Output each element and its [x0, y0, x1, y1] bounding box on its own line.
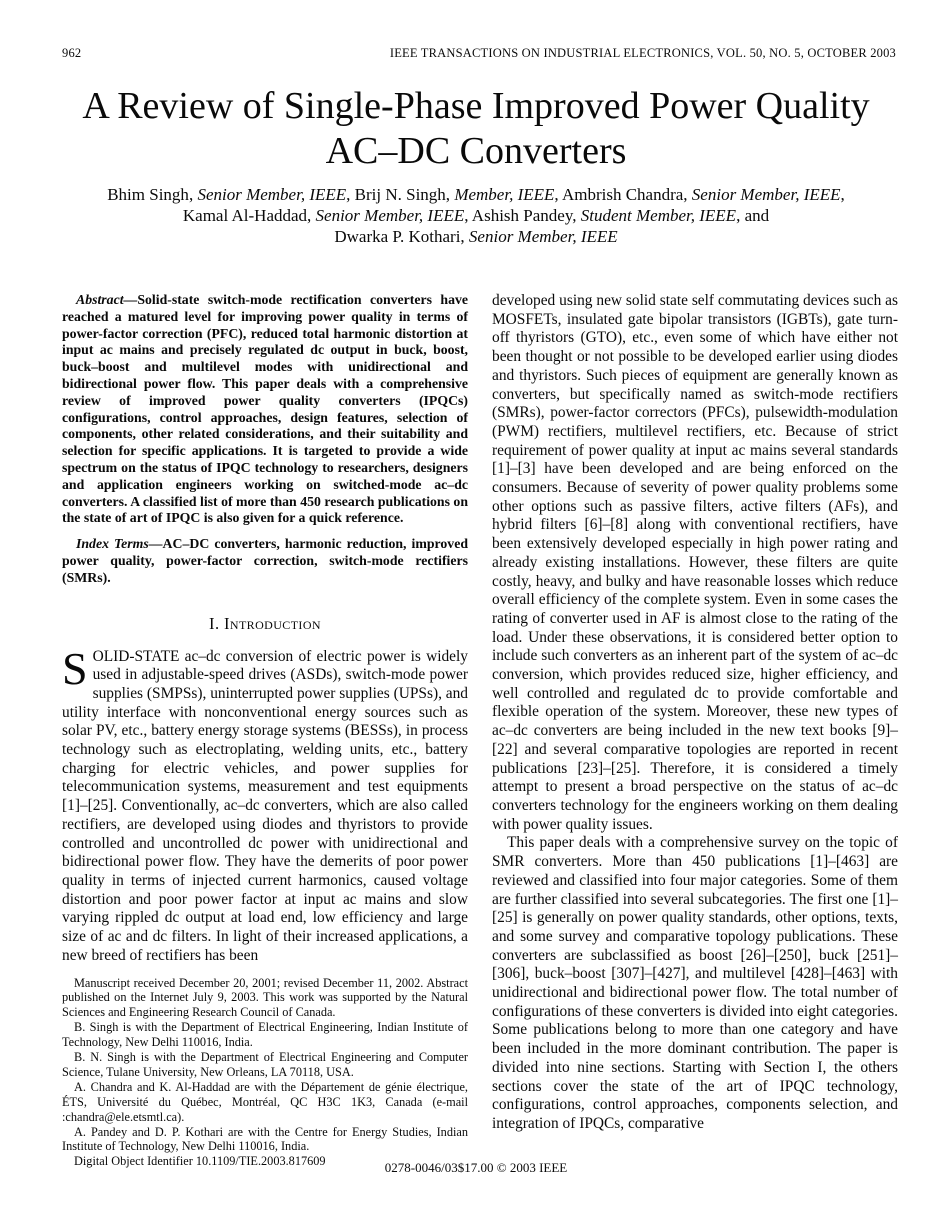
drop-cap: S — [62, 642, 88, 694]
abstract-text: Solid-state switch-mode rectification converters have reached a matured level for improving power quality in terms of power-factor correction (PFC), reduced total harmonic distortion at input ac mains and precisely regulated dc output in buck, boost, buck–boost and multilevel modes with unidirectional and bidirectional power flow. This paper deals with a comprehensive review of improved power quality converters (IPQCs) configurations, control approaches, design features, selection of components, other related considerations, and their suitability and selection for specific applications. It is targeted to provide a wide spectrum on the status of IPQC technology to researchers, designers and application engineers working on switched-mode ac–dc converters. A classified list of more than 450 research publications on the state of art of IPQC is also given for a quick reference. — [62, 292, 468, 526]
author-line-2: Kamal Al-Haddad, Senior Member, IEEE, Ashish Pandey, Student Member, IEEE, and — [182, 206, 770, 225]
right-column — [492, 292, 898, 1166]
journal-title: IEEE TRANSACTIONS ON INDUSTRIAL ELECTRONICS, VOL. 50, NO. 5, OCTOBER 2003 — [389, 46, 896, 60]
footnote-affiliation-pandey-kothari: A. Pandey and D. P. Kothari are with the Centre for Energy Studies, Indian Institute of Technology, New Delhi 110016, India. — [62, 1124, 468, 1154]
paper-title — [0, 84, 952, 174]
author-line-1: Bhim Singh, Senior Member, IEEE, Brij N. Singh, Member, IEEE, Ambrish Chandra, Senior Member, IEEE, — [107, 185, 845, 204]
left-column — [62, 292, 468, 1169]
index-terms-paragraph — [62, 536, 468, 586]
section-heading-introduction: I. Introduction — [209, 613, 321, 633]
footnote-affiliation-chandra-alhaddad: A. Chandra and K. Al-Haddad are with the Département de génie électrique, ÉTS, Université du Québec, Montréal, QC H3C 1K3, Canada (e-mail :chandra@ele.etsmtl.ca). — [62, 1079, 468, 1124]
footnote-manuscript: Manuscript received December 20, 2001; revised December 11, 2002. Abstract published on the Internet July 9, 2003. This work was supported by the Natural Sciences and Engineering Research Council of Canada. — [62, 975, 468, 1020]
title-line-1: A Review of Single-Phase Improved Power Quality — [82, 85, 870, 127]
abstract-paragraph — [62, 292, 468, 527]
index-terms-text: AC–DC converters, harmonic reduction, improved power quality, power-factor correction, switch-mode rectifiers (SMRs). — [62, 536, 468, 585]
footnote-affiliation-bn-singh: B. N. Singh is with the Department of Electrical Engineering and Computer Science, Tulane University, New Orleans, LA 70118, USA. — [62, 1050, 468, 1079]
copyright-text: 0278-0046/03$17.00 © 2003 IEEE — [384, 1160, 568, 1175]
introduction-text: OLID-STATE ac–dc conversion of electric power is widely used in adjustable-speed drives (ASDs), switch-mode power supplies (SMPSs), uninterrupted power supplies (UPSs), and utility interface with nonconventional energy sources such as solar PV, etc., battery energy storage systems (BESSs), in process technology such as electroplating, welding units, etc., battery charging for electric vehicles, and power supplies for telecommunication systems, measurement and test equipments [1]–[25]. Conventionally, ac–dc converters, which are also called rectifiers, are developed using diodes and thyristors to provide controlled and uncontrolled dc power with unidirectional and bidirectional power flow. They have the demerits of poor power quality in terms of injected current harmonics, caused voltage distortion and poor power factor at input ac mains and slow varying rippled dc output at load end, low efficiency and large size of ac and dc filters. In light of their increased applications, a new breed of rectifiers has been — [62, 647, 468, 964]
index-terms-label: Index Terms— — [76, 536, 163, 552]
body-paragraph-1: developed using new solid state self commutating devices such as MOSFETs, insulated gate bipolar transistors (IGBTs), gate turn-off thyristors (GTO), etc., even some of which have either not been thought or not possible to be developed earlier using diodes and thyristors. Such pieces of equipment are generally known as converters, but specifically named as switch-mode rectifiers (SMRs), power-factor correctors (PFCs), pulsewidth-modulation (PWM) rectifiers, multilevel rectifiers, etc. Because of strict requirement of power quality at input ac mains several standards [1]–[3] have been developed and are being enforced on the consumers. Because of severity of power quality problems some other options such as passive filters, active filters (AFs), and hybrid filters [6]–[8] along with conventional rectifiers, have been extensively developed especially in high power rating and already existing installations. However, these filters are quite costly, heavy, and bulky and have reasonable losses which reduce overall efficiency of the complete system. Even in some cases the rating of converter used in AF is almost close to the rating of the load. Under these observations, it is considered better option to include such converters as an inherent part of the system of ac–dc conversion, which provides reduced size, higher efficiency, and well controlled and regulated dc to provide comfortable and flexible operation of the system. Moreover, these new types of ac–dc converters are being included in the new text books [9]–[22] and several comparative topologies are reported in recent publications [23]–[25]. Therefore, it is considered a timely attempt to present a broad perspective on the status of ac–dc converters technology for the engineers working on them dealing with power quality issues. — [492, 292, 898, 833]
introduction-paragraph — [62, 642, 468, 966]
page-number: 962 — [62, 46, 82, 60]
abstract-label: Abstract— — [76, 292, 138, 307]
author-list — [0, 184, 952, 247]
running-header — [62, 46, 896, 61]
footnote-doi: Digital Object Identifier 10.1109/TIE.2003.817609 — [74, 1154, 326, 1169]
footnote-block — [62, 966, 468, 1170]
body-paragraph-2: This paper deals with a comprehensive survey on the topic of SMR converters. More than 450 publications [1]–[463] are reviewed and classified into four major categories. Some of them are further classified into several subcategories. The first one [1]–[25] is generally on power quality standards, other options, texts, and some survey and comparative topology publications. These converters are subclassified as boost [26]–[250], buck [251]–[306], buck–boost [307]–[427], and multilevel [428]–[463] with unidirectional and bidirectional power flow. The total number of configurations of these converters is divided into eight categories. Some publications belong to more than one category and have been included in the more dominant contribution. The paper is divided into nine sections. Starting with Section I, the others sections cover the state of the art of IPQC technology, configurations, control approaches, components selection, and integration of IPQCs, comparative — [492, 834, 898, 1132]
footnote-affiliation-b-singh: B. Singh is with the Department of Electrical Engineering, Indian Institute of Technology, New Delhi 110016, India. — [62, 1020, 468, 1050]
author-line-3: Dwarka P. Kothari, Senior Member, IEEE — [334, 227, 618, 246]
copyright-footer — [0, 1160, 952, 1176]
title-line-2: AC–DC Converters — [325, 130, 627, 172]
